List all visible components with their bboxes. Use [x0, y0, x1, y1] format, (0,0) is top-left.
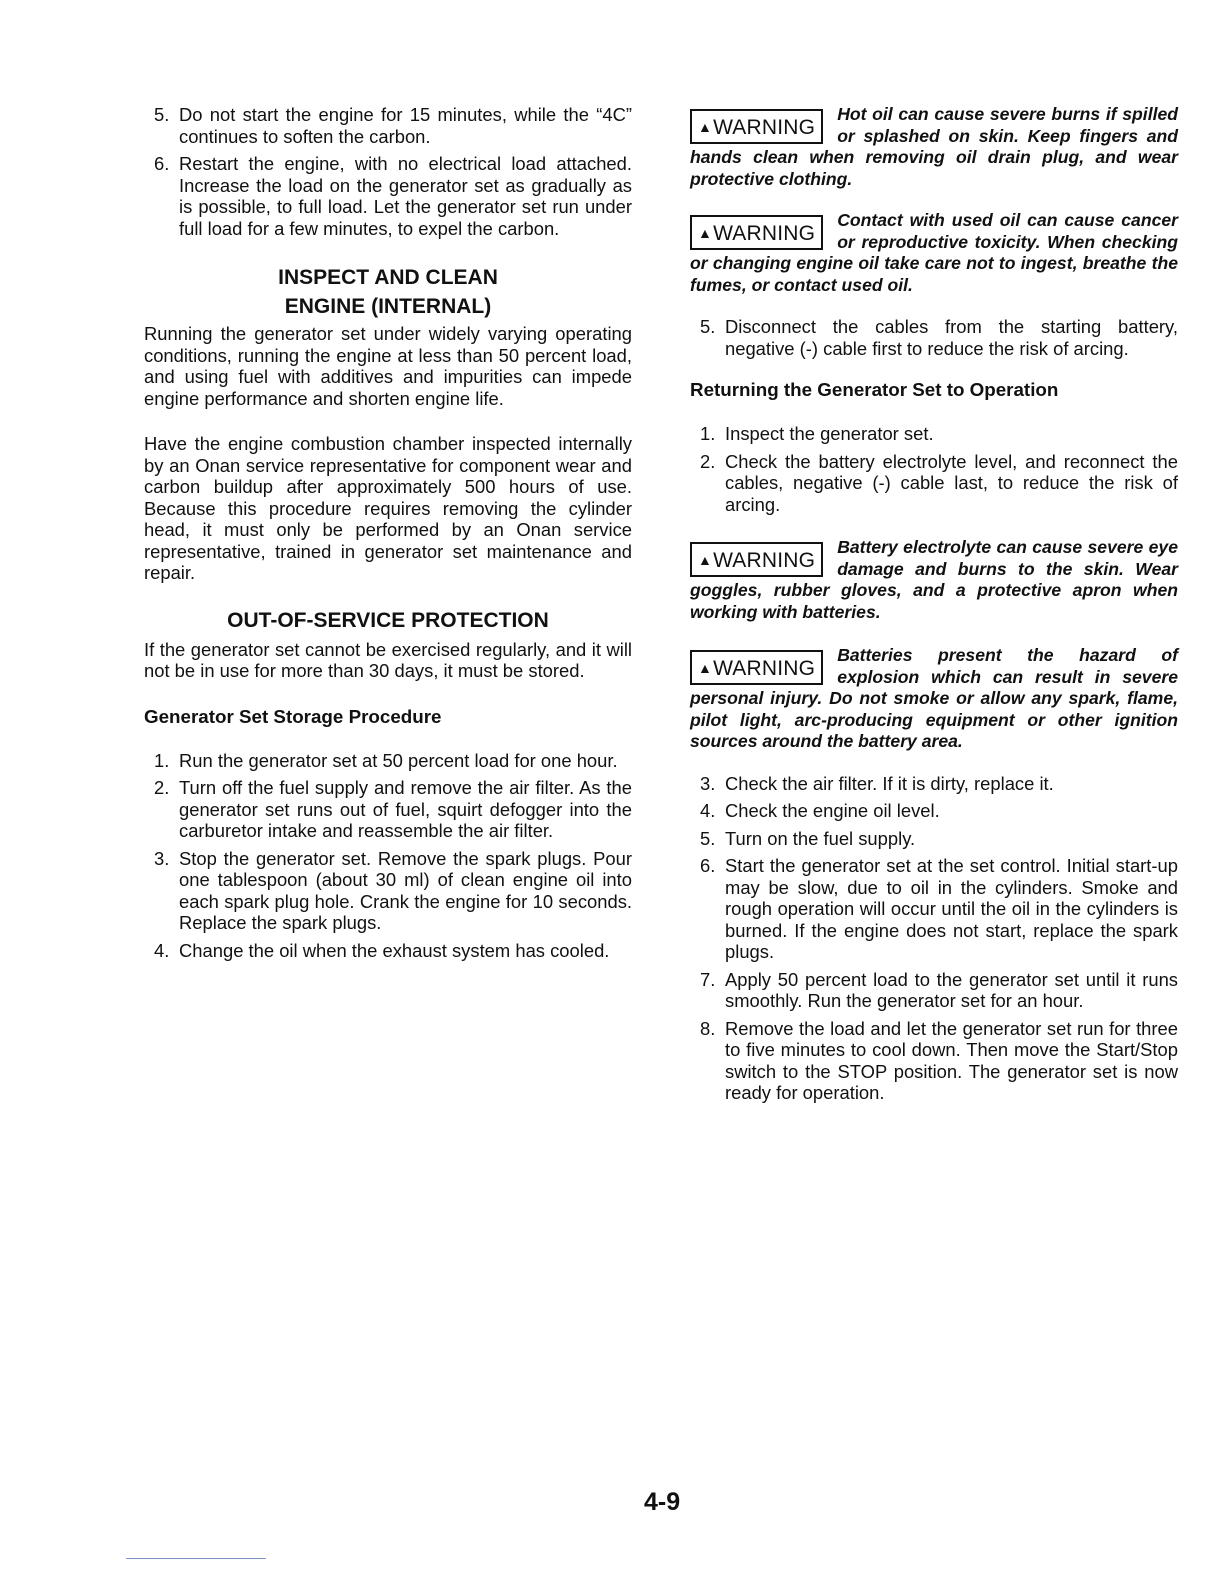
list-item: 5. Disconnect the cables from the starting battery, negative (-) cable first to reduce the risk of arcing. — [700, 316, 1178, 359]
page-number: 4-9 — [644, 1488, 681, 1516]
list-item: 2. Turn off the fuel supply and remove the air filter. As the generator set runs out of fuel, squirt defogger into the carburetor intake and reassemble the air filter. — [154, 777, 632, 841]
warning-badge: ▲WARNING — [690, 215, 823, 250]
warning-badge: ▲WARNING — [690, 542, 823, 577]
return-steps-b — [690, 773, 1178, 1104]
left-column — [144, 104, 632, 967]
subheading-storage-procedure: Generator Set Storage Procedure — [144, 705, 442, 727]
list-item: 1. Inspect the generator set. — [700, 423, 934, 444]
warning-triangle-icon: ▲ — [698, 119, 713, 135]
warning-used-oil: ▲WARNING Contact with used oil can cause cancer or reproductive toxicity. When checking or changing engine oil take care not to ingest, breathe the fumes, or contact used oil. — [690, 210, 1178, 295]
storage-steps — [144, 750, 632, 962]
list-item: 4. Change the oil when the exhaust system has cooled. — [154, 939, 610, 961]
list-item: 8. Remove the load and let the generator set run for three to five minutes to cool down. Then move the Start/Stop switch to the STOP position. The generator set is now ready for operation. — [700, 1017, 1178, 1103]
list-item: 6. Restart the engine, with no electrical load attached. Increase the load on the generator set as gradually as is possible, to full load. Let the generator set run under full load for a few minutes, to expel the carbon. — [154, 153, 632, 239]
list-item: 6. Start the generator set at the set control. Initial start-up may be slow, due to oil in the cylinders. Smoke and rough operation will occur until the oil in the cylinders is burned. If the engine does not start, replace the spark plugs. — [700, 855, 1178, 962]
list-item: 2. Check the battery electrolyte level, and reconnect the cables, negative (-) cable last, to reduce the risk of arcing. — [700, 450, 1178, 515]
return-steps-a — [690, 423, 1178, 515]
warning-hot-oil: ▲WARNING Hot oil can cause severe burns if spilled or splashed on skin. Keep fingers and hands clean when removing oil drain plug, and wear protective clothing. — [690, 104, 1178, 189]
warning-badge: ▲WARNING — [690, 650, 823, 685]
warning-battery-explosion: ▲WARNING Batteries present the hazard of explosion which can result in severe personal injury. Do not smoke or allow any spark, flame, pilot light, arc-producing equipment or other ignition sources around the battery area. — [690, 645, 1178, 751]
inspect-paragraph-1: Running the generator set under widely varying operating conditions, running the engine at less than 50 percent load, and using fuel with additives and impurities can impede engine performance and shorten engine life. — [144, 323, 632, 409]
list-item: 5. Do not start the engine for 15 minutes, while the “4C” continues to soften the carbon. — [154, 104, 632, 147]
section-heading-inspect: INSPECT AND CLEAN ENGINE (INTERNAL) — [278, 266, 498, 318]
list-item: 1. Run the generator set at 50 percent load for one hour. — [154, 749, 618, 771]
inspect-paragraph-2: Have the engine combustion chamber inspected internally by an Onan service representative for component wear and carbon buildup after approximately 500 hours of use. Because this procedure requires removing the cylinder head, it must only be performed by an Onan service representative, trained in generator set maintenance and repair. — [144, 433, 632, 583]
disconnect-step — [690, 316, 1178, 359]
right-column — [690, 104, 1178, 1110]
section-heading-out-of-service: OUT-OF-SERVICE PROTECTION — [227, 608, 549, 632]
warning-badge: ▲WARNING — [690, 109, 823, 144]
list-item: 3. Stop the generator set. Remove the spark plugs. Pour one tablespoon (about 30 ml) of clean engine oil into each spark plug hole. Crank the engine for 10 seconds. Replace the spark plugs. — [154, 847, 632, 933]
subheading-returning: Returning the Generator Set to Operation — [690, 379, 1059, 400]
warning-triangle-icon: ▲ — [698, 225, 713, 241]
out-of-service-paragraph: If the generator set cannot be exercised regularly, and it will not be in use for more than 30 days, it must be stored. — [144, 638, 632, 681]
warning-triangle-icon: ▲ — [698, 552, 713, 568]
list-item: 4. Check the engine oil level. — [700, 800, 940, 821]
warning-triangle-icon: ▲ — [698, 660, 713, 676]
carbon-cleaning-steps — [144, 104, 632, 239]
warning-battery-electrolyte: ▲WARNING Battery electrolyte can cause severe eye damage and burns to the skin. Wear goggles, rubber gloves, and a protective apron when working with batteries. — [690, 537, 1178, 622]
bottom-divider — [126, 1558, 266, 1559]
list-item: 7. Apply 50 percent load to the generator set until it runs smoothly. Run the generator set for an hour. — [700, 968, 1178, 1011]
list-item: 5. Turn on the fuel supply. — [700, 827, 916, 849]
list-item: 3. Check the air filter. If it is dirty, replace it. — [700, 772, 1054, 794]
